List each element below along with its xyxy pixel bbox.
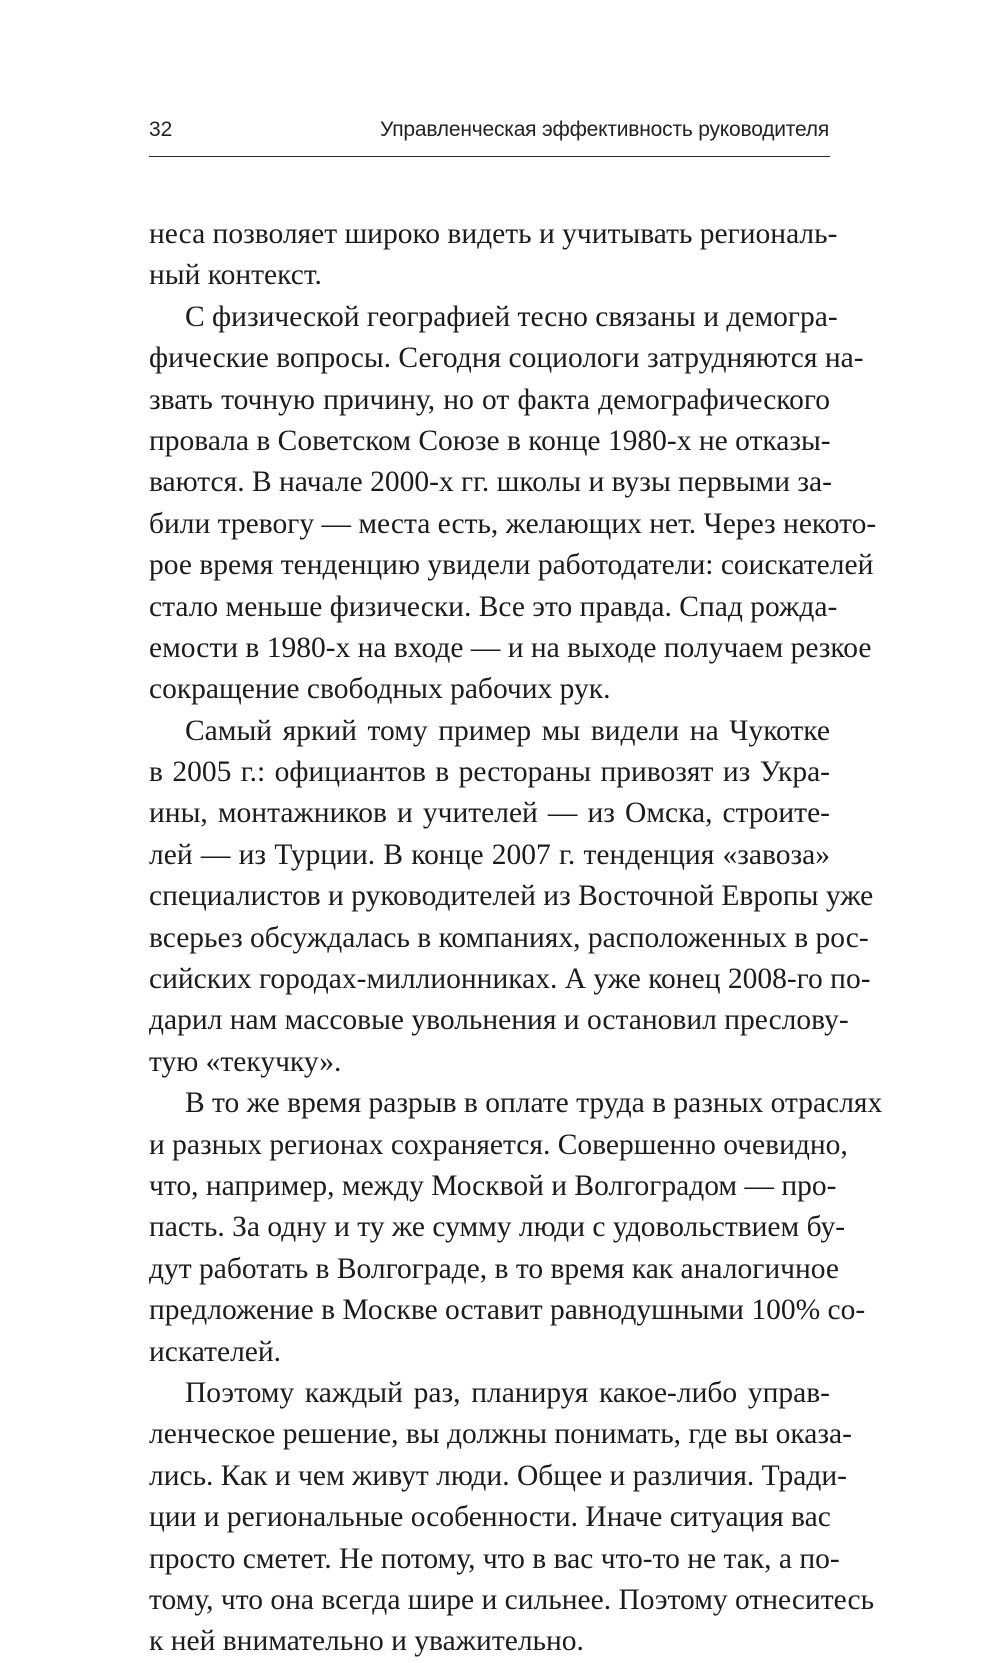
text-line: что, например, между Москвой и Волгоградом — про- — [149, 1169, 837, 1202]
text-line: лей — из Турции. В конце 2007 г. тенденция «завоза» — [149, 838, 830, 871]
text-line: Поэтому каждый раз, планируя какое-либо управ- — [185, 1376, 830, 1409]
text-line: Самый яркий тому пример мы видели на Чукотке — [185, 714, 830, 747]
text-line: сийских городах-миллионниках. А уже конец 2008-го по- — [149, 963, 871, 996]
text-line: специалистов и руководителей из Восточной Европы уже — [149, 880, 874, 913]
body-text — [149, 214, 883, 1663]
text-line: пасть. За одну и ту же сумму люди с удовольствием бу- — [149, 1211, 846, 1244]
text-line: ваются. В начале 2000-х гг. школы и вузы первыми за- — [149, 466, 832, 499]
text-line: и разных регионах сохраняется. Совершенно очевидно, — [149, 1128, 848, 1161]
text-line: С физической географией тесно связаны и демогра- — [185, 300, 838, 333]
text-line: били тревогу — места есть, желающих нет. Через некото- — [149, 507, 877, 540]
text-line: сокращение свободных рабочих рук. — [149, 673, 611, 706]
text-line: дут работать в Волгограде, в то время как аналогичное — [149, 1252, 839, 1285]
text-line: искателей. — [149, 1335, 282, 1368]
text-line: емости в 1980-х на входе — и на выходе получаем резкое — [149, 631, 872, 664]
text-line: провала в Советском Союзе в конце 1980-х не отказы- — [149, 424, 831, 457]
paragraph — [149, 214, 838, 297]
running-head — [149, 112, 829, 148]
paragraph — [149, 1373, 875, 1663]
text-line: звать точную причину, но от факта демографического — [149, 383, 830, 416]
text-line: тую «текучку». — [149, 1045, 342, 1078]
text-line: неса позволяет широко видеть и учитывать региональ- — [149, 218, 838, 250]
text-line: тому, что она всегда шире и сильнее. Поэтому отнеситесь — [149, 1583, 875, 1616]
text-line: всерьез обсуждалась в компаниях, расположенных в рос- — [149, 921, 869, 954]
header-divider — [149, 156, 830, 157]
text-line: в 2005 г.: официантов в рестораны привозят из Укра- — [149, 756, 830, 789]
text-line: В то же время разрыв в оплате труда в разных отраслях — [185, 1087, 883, 1120]
text-line: дарил нам массовые увольнения и остановил преслову- — [149, 1004, 849, 1037]
text-line: просто сметет. Не потому, что в вас что-то не так, а по- — [149, 1542, 840, 1575]
text-line: ленческое решение, вы должны понимать, где вы оказа- — [149, 1418, 852, 1451]
text-line: ный контекст. — [149, 259, 322, 292]
paragraph — [149, 1083, 883, 1373]
text-line: ции и региональные особенности. Иначе ситуация вас — [149, 1501, 831, 1534]
text-line: стало меньше физически. Все это правда. Спад рожда- — [149, 590, 838, 623]
paragraph — [149, 711, 874, 1084]
paragraph — [149, 297, 877, 711]
page-number: 32 — [149, 118, 173, 141]
text-line: ины, монтажников и учителей — из Омска, строите- — [149, 797, 830, 830]
text-line: к ней внимательно и уважительно. — [149, 1625, 584, 1658]
running-title: Управленческая эффективность руководителя — [380, 118, 829, 141]
text-line: лись. Как и чем живут люди. Общее и различия. Тради- — [149, 1459, 848, 1492]
text-line: рое время тенденцию увидели работодатели: соискателей — [149, 549, 874, 582]
text-line: фические вопросы. Сегодня социологи затрудняются на- — [149, 342, 864, 375]
text-line: предложение в Москве оставит равнодушными 100% со- — [149, 1294, 866, 1327]
